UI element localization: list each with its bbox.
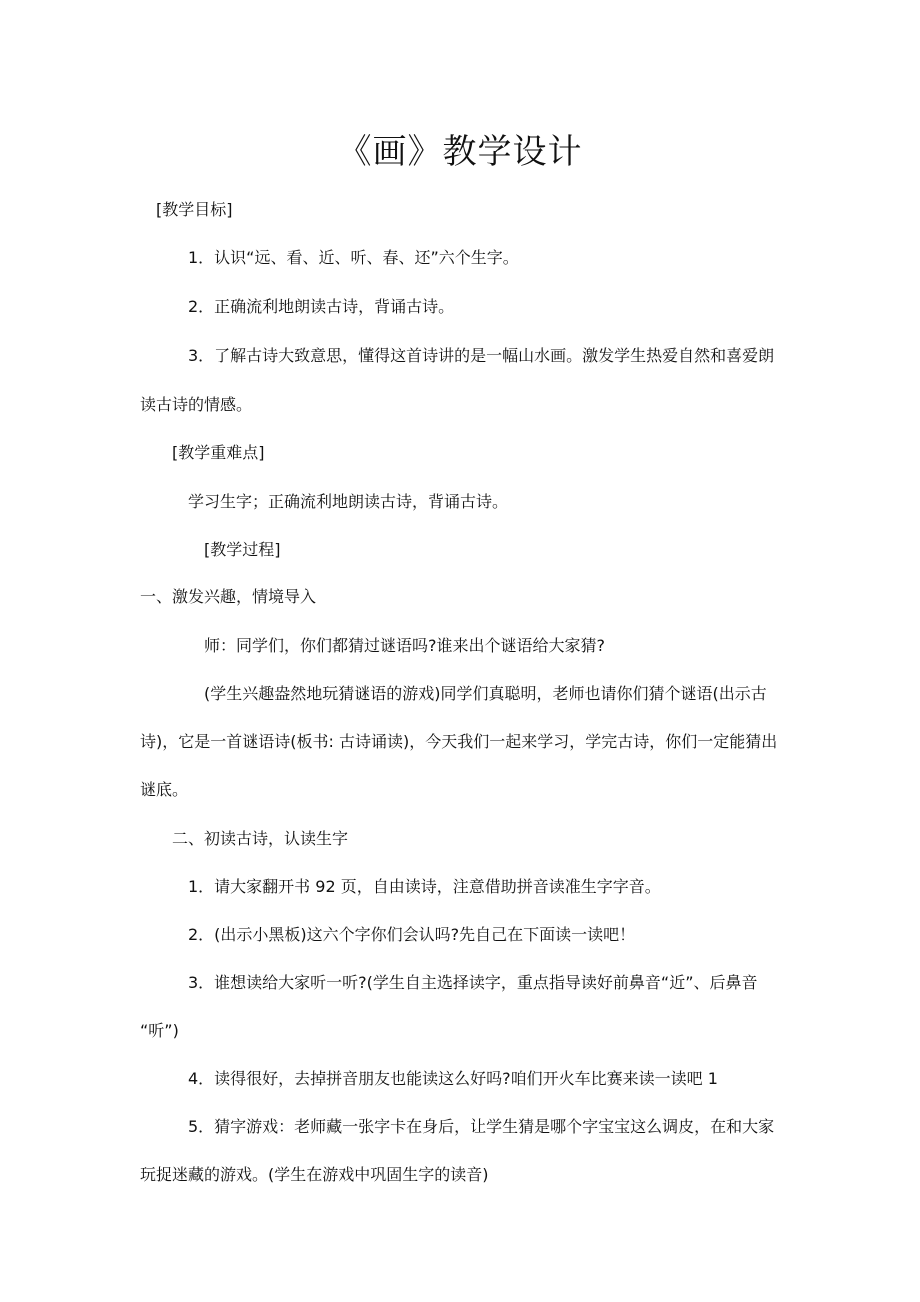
section-2-item-5-continued: 玩捉迷藏的游戏。(学生在游戏中巩固生字的读音) (140, 1165, 489, 1184)
goal-item-3: 3．了解古诗大致意思，懂得这首诗讲的是一幅山水画。激发学生热爱自然和喜爱朗 (188, 346, 775, 365)
section-2-item-1: 1．请大家翻开书 92 页，自由读诗，注意借助拼音读准生字字音。 (188, 877, 661, 896)
section-1-paragraph-line-1: (学生兴趣盎然地玩猜谜语的游戏)同学们真聪明，老师也请你们猜个谜语(出示古 (204, 684, 767, 703)
key-points-heading: [教学重难点] (172, 443, 265, 462)
goal-item-1: 1．认识“远、看、近、听、春、还”六个生字。 (188, 248, 519, 267)
document-title: 《画》教学设计 (337, 132, 583, 172)
goal-item-3-continued: 读古诗的情感。 (140, 395, 253, 414)
section-2-item-3-continued: “听”) (140, 1021, 179, 1040)
teacher-line: 师：同学们，你们都猜过谜语吗?谁来出个谜语给大家猜? (204, 636, 605, 655)
section-2-heading: 二、初读古诗，认读生字 (172, 829, 349, 848)
section-2-item-2: 2．(出示小黑板)这六个字你们会认吗?先自己在下面读一读吧！ (188, 925, 636, 944)
section-2-item-5: 5．猜字游戏：老师藏一张字卡在身后，让学生猜是哪个字宝宝这么调皮，在和大家 (188, 1117, 775, 1136)
goal-item-2: 2．正确流利地朗读古诗，背诵古诗。 (188, 297, 455, 316)
process-heading: [教学过程] (204, 540, 281, 559)
section-1-paragraph-line-3: 谜底。 (140, 780, 189, 799)
goals-heading: [教学目标] (156, 200, 233, 219)
section-2-item-4: 4．读得很好，去掉拼音朋友也能读这么好吗?咱们开火车比赛来读一读吧 1 (188, 1069, 718, 1088)
section-1-heading: 一、激发兴趣，情境导入 (140, 587, 317, 606)
section-2-item-3: 3．谁想读给大家听一听?(学生自主选择读字，重点指导读好前鼻音“近”、后鼻音 (188, 973, 758, 992)
key-points-text: 学习生字；正确流利地朗读古诗，背诵古诗。 (188, 492, 509, 511)
section-1-paragraph-line-2: 诗)，它是一首谜语诗(板书: 古诗诵读)，今天我们一起来学习，学完古诗，你们一定能猜出 (140, 732, 778, 751)
